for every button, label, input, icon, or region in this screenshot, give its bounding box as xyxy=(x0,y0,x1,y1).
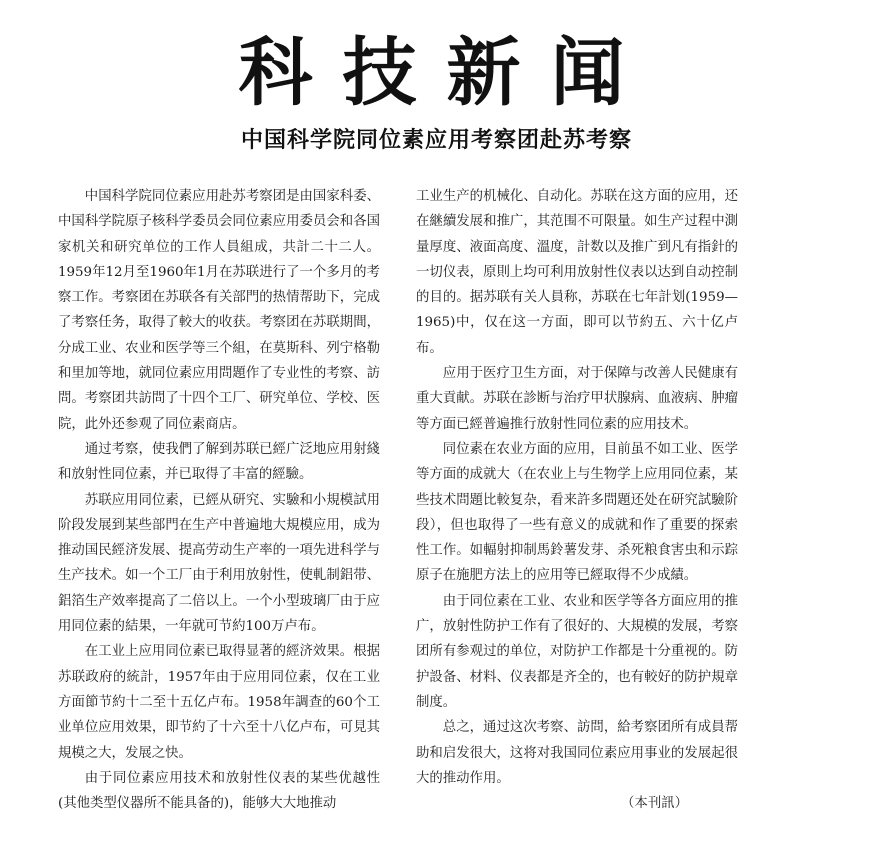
article-byline: （本刊訊） xyxy=(621,796,688,812)
paragraph: 在工业上应用同位素已取得显著的經济效果。根据苏联政府的統計，1957年由于应用同位素，仅在工业方面節节約十二至十五亿卢布。1958年調查的60个工业单位应用效果，即节約了十六至十八亿卢布，可見其規模之大，发展之快。 xyxy=(58,644,380,761)
paragraph: 工业生产的机械化、自动化。苏联在这方面的应用，还在継續发展和推广，其范围不可限量。如生产过程中測量厚度、液面高度、溫度，計数以及推广到凡有指針的一切仪表，原則上均可利用放射性仪表以达到自动控制的目的。据苏联有关人員称，苏联在七年計划(1959—1965)中，仅在这一方面，即可以节約五、六十亿卢布。 xyxy=(416,189,738,356)
article-column-left xyxy=(58,184,380,816)
paragraph: 同位素在农业方面的应用，目前虽不如工业、医学等方面的成就大（在农业上与生物学上应用同位素，某些技术問題比較复杂，看来許多問題还处在研究試驗阶段），但也取得了一些有意义的成就和作了重要的探索性工作。如輻射抑制馬鈴薯发芽、杀死粮食害虫和示踪原子在施肥方法上的应用等已經取得不少成績。 xyxy=(416,441,738,584)
masthead-title: 科技新闻 xyxy=(238,30,655,116)
paragraph: 中国科学院同位素应用赴苏考察团是由国家科委、中国科学院原子核科学委员会同位素应用委员会和各国家机关和研究单位的工作人員組成，共計二十二人。1959年12月至1960年1月在苏联进行了一个多月的考察工作。考察团在苏联各有关部門的热情帮助下，完成了考察任务，取得了較大的收获。考察团在苏联期間，分成工业、农业和医学等三个組，在莫斯科、列宁格勒和里加等地，就同位素应用問題作了专业性的考察、訪問。考察团共訪問了十四个工厂、研究单位、学校、医院，此外还参观了同位素商店。 xyxy=(58,189,380,432)
paragraph: 由于同位素在工业、农业和医学等各方面应用的推广，放射性防护工作有了很好的、大規模的发展，考察团所有参观过的单位，对防护工作都是十分重视的。防护設备、材料、仪表都是齐全的，也有較好的防护規章制度。 xyxy=(416,593,738,710)
paragraph: 苏联应用同位素，已經从研究、实驗和小規模試用阶段发展到某些部門在生产中普遍地大規模应用，成为推动国民經济发展、提高劳动生产率的一項先进科学与生产技术。如一个工厂由于利用放射性，使軋制鋁带、鋁箔生产效率提高了二倍以上。一个小型玻璃厂由于应用同位素的結果，一年就可节約100万卢布。 xyxy=(58,492,380,635)
paragraph: 总之，通过这次考察、訪問，給考察团所有成員帮助和启发很大，这将对我国同位素应用事业的发展起很大的推动作用。 xyxy=(416,720,738,786)
paragraph: 通过考察，使我們了解到苏联已經广泛地应用射綫和放射性同位素，并已取得了丰富的經驗。 xyxy=(58,441,380,483)
article-headline: 中国科学院同位素应用考察团赴苏考察 xyxy=(240,128,632,153)
paragraph: 由于同位素应用技术和放射性仪表的某些优越性(其他类型仪器所不能具备的)，能够大大地推动 xyxy=(58,770,380,812)
paragraph: 应用于医疗卫生方面，对于保障与改善人民健康有重大貢献。苏联在診断与治疗甲状腺病、血液病、肿瘤等方面已經普遍推行放射性同位素的应用技术。 xyxy=(416,366,738,432)
article-column-right xyxy=(416,184,738,816)
